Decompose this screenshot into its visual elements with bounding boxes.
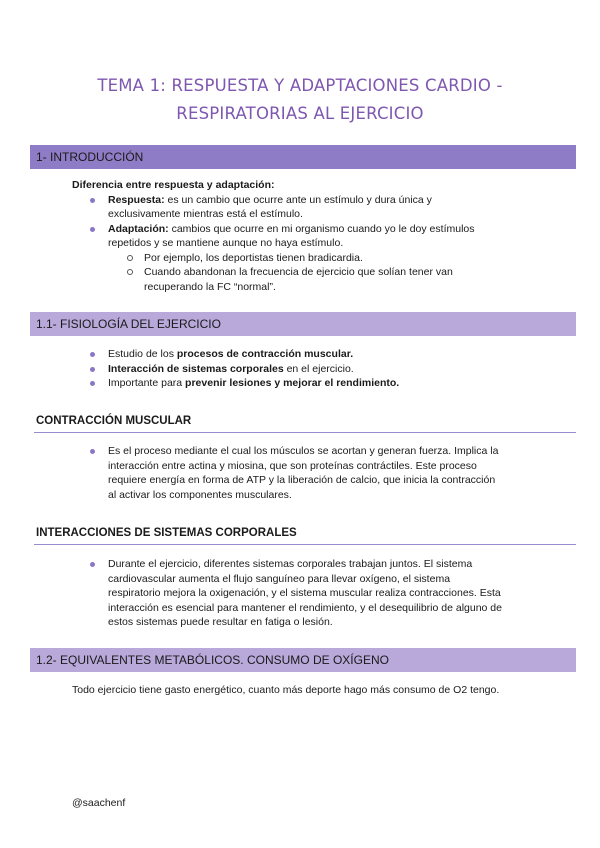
author-signature: @saachenf xyxy=(72,797,126,809)
paragraph-line: interacción entre actina y miosina, que son proteínas contráctiles. Este proceso xyxy=(108,459,477,472)
section-heading-equivalentes: 1.2- EQUIVALENTES METABÓLICOS. CONSUMO DE OXÍGENO xyxy=(30,648,576,672)
paragraph-line: cardiovascular aumenta el flujo sanguíneo para llevar oxígeno, el sistema xyxy=(108,572,451,585)
paragraph-line: Es el proceso mediante el cual los músculos se acortan y generan fuerza. Implica la xyxy=(108,445,499,457)
term-respuesta: Respuesta: xyxy=(108,193,165,206)
item-text-bold: Interacción de sistemas corporales xyxy=(108,362,284,375)
respuesta-text: es un cambio que ocurre ante un estímulo y dura única y xyxy=(164,193,432,206)
sub-list-item xyxy=(144,251,552,266)
title-line-1: TEMA 1: RESPUESTA Y ADAPTACIONES CARDIO - xyxy=(97,76,503,95)
list-item xyxy=(108,193,552,222)
bullet-icon xyxy=(90,198,95,203)
list-item xyxy=(108,557,568,630)
term-adaptacion: Adaptación: xyxy=(108,222,169,235)
fisiologia-list xyxy=(108,347,558,391)
list-item xyxy=(108,347,558,362)
list-item xyxy=(108,362,558,377)
page-title xyxy=(40,72,560,128)
circle-bullet-icon xyxy=(127,255,133,261)
item-text: Importante para xyxy=(108,377,186,389)
list-item xyxy=(108,444,568,502)
adaptacion-text-cont: repetidos y se mantiene aunque no haya estímulo. xyxy=(108,237,344,249)
sub-item-text: Cuando abandonan la frecuencia de ejercicio que solían tener van xyxy=(144,266,453,278)
paragraph-line: Durante el ejercicio, diferentes sistemas corporales trabajan juntos. El sistema xyxy=(108,558,473,570)
list-item xyxy=(108,376,558,391)
paragraph-line: interacción es esencial para mantener el rendimiento, y el desequilibrio de alguno de xyxy=(108,601,502,614)
list-item xyxy=(108,222,552,251)
section-heading-fisiologia: 1.1- FISIOLOGÍA DEL EJERCICIO xyxy=(30,312,576,336)
title-line-2: RESPIRATORIAS AL EJERCICIO xyxy=(176,104,424,123)
bullet-icon xyxy=(90,367,95,372)
sub-list-item xyxy=(144,265,552,294)
paragraph-line: respiratorio mejora la oxigenación, y el sistema muscular realiza contracciones. Esta xyxy=(108,587,501,599)
item-text: Estudio de los xyxy=(108,348,177,360)
section-heading-interacciones: INTERACCIONES DE SISTEMAS CORPORALES xyxy=(34,521,576,545)
bullet-icon xyxy=(90,381,95,386)
paragraph-line: requiere energía en forma de ATP y la liberación de calcio, que inicia la contracción xyxy=(108,474,496,486)
bullet-icon xyxy=(90,562,95,567)
item-text-bold: procesos de contracción muscular. xyxy=(176,348,354,360)
section-heading-introduccion: 1- INTRODUCCIÓN xyxy=(30,145,576,169)
item-text: en el ejercicio. xyxy=(283,362,354,375)
sub-item-text-cont: recuperando la FC “normal”. xyxy=(144,280,276,293)
paragraph-line: al activar los componentes musculares. xyxy=(108,488,292,501)
adaptacion-text: cambios que ocurre en mi organismo cuando yo le doy estímulos xyxy=(168,222,475,235)
respuesta-text-cont: exclusivamente mientras está el estímulo. xyxy=(108,208,303,220)
paragraph-line: estos sistemas puede resultar en fatiga o lesión. xyxy=(108,616,333,628)
circle-bullet-icon xyxy=(127,269,133,275)
bullet-icon xyxy=(90,227,95,232)
sub-item-text: Por ejemplo, los deportistas tienen bradicardia. xyxy=(144,251,363,264)
intro-block xyxy=(72,178,552,294)
section-heading-contraccion: CONTRACCIÓN MUSCULAR xyxy=(34,409,576,433)
contraccion-paragraph xyxy=(108,444,568,502)
item-text-bold: prevenir lesiones y mejorar el rendimiento. xyxy=(185,377,400,389)
bullet-icon xyxy=(90,352,95,357)
bullet-icon xyxy=(90,449,95,454)
equivalentes-text: Todo ejercicio tiene gasto energético, cuanto más deporte hago más consumo de O2 tengo. xyxy=(72,684,500,696)
intro-subtitle: Diferencia entre respuesta y adaptación: xyxy=(72,179,275,191)
interacciones-paragraph xyxy=(108,557,568,630)
